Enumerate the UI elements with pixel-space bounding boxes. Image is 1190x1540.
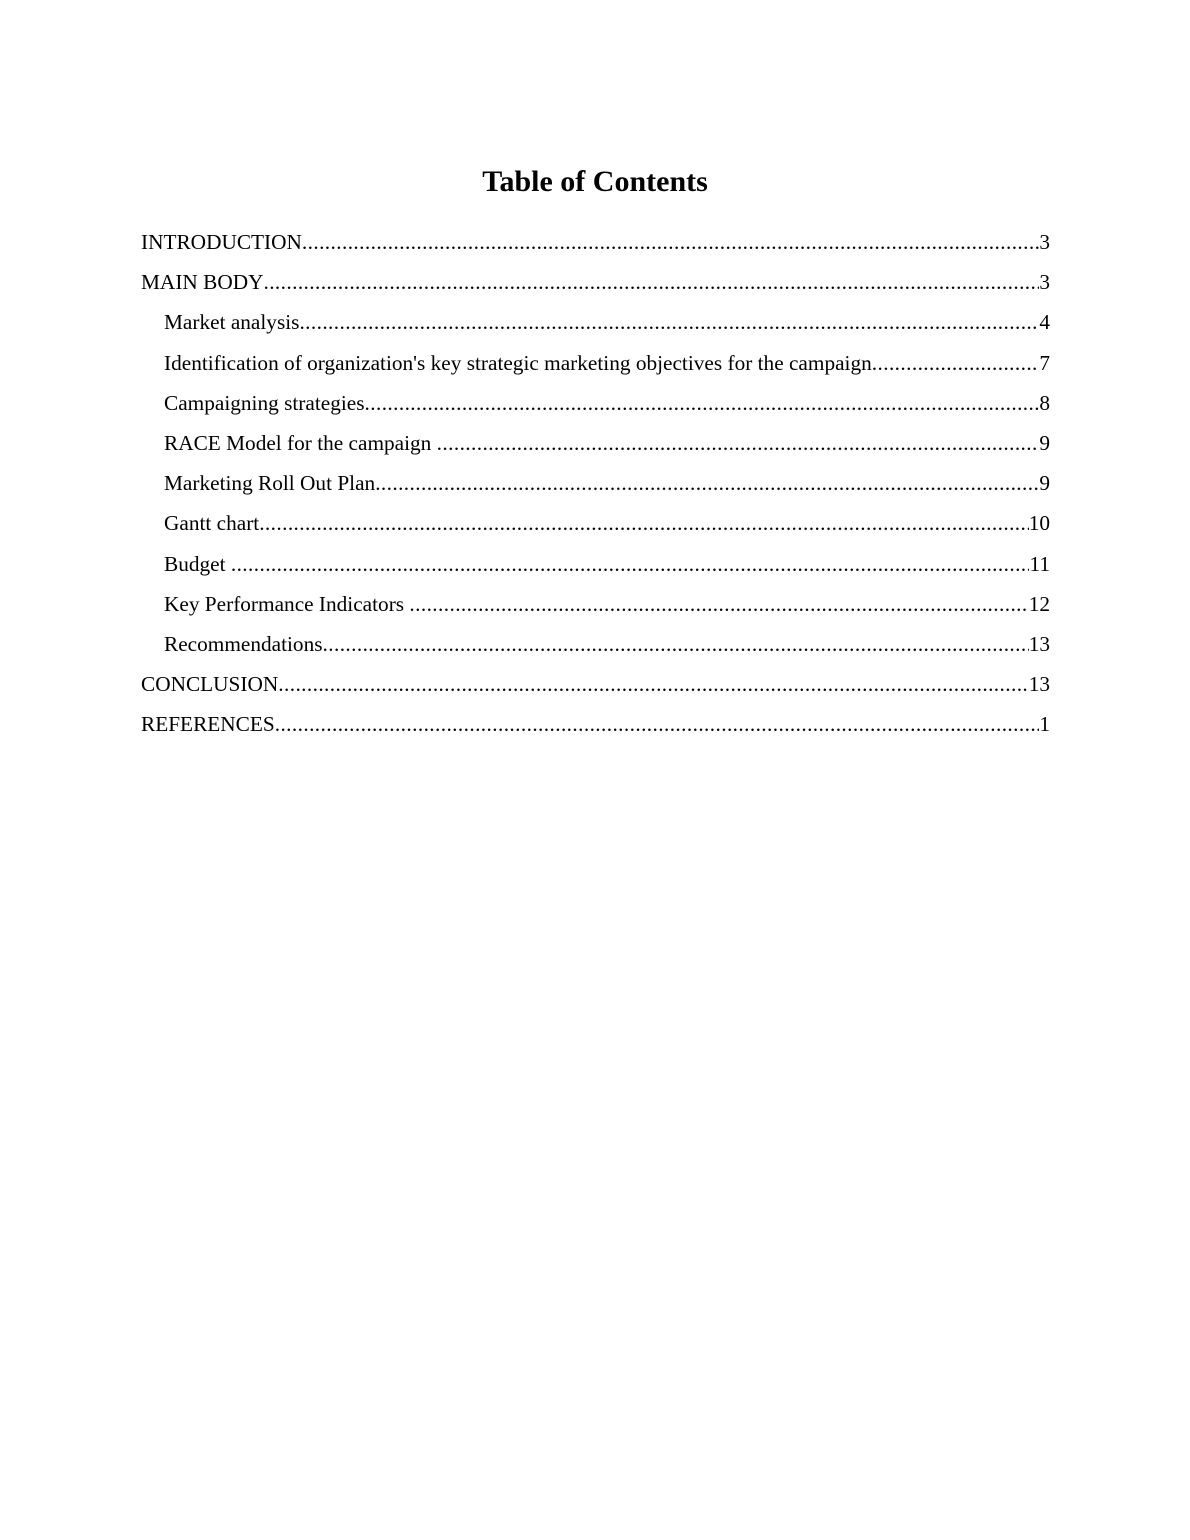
toc-entry-label: Recommendations <box>164 631 323 656</box>
toc-entry-recommendations[interactable] <box>141 627 1050 667</box>
toc-page-number: 3 <box>1039 230 1050 254</box>
toc-entry-label: Budget <box>164 551 231 576</box>
toc-entry-main-body[interactable] <box>141 265 1050 305</box>
toc-page-number: 7 <box>1039 350 1050 375</box>
toc-dot-leader <box>299 305 1039 339</box>
toc-dot-leader <box>231 547 1030 581</box>
toc-dot-leader <box>278 667 1028 701</box>
toc-entry-label: Identification of organization's key strategic marketing objectives for the campaign <box>164 350 872 375</box>
toc-entry-kpis[interactable] <box>141 587 1050 627</box>
toc-page-number: 12 <box>1028 591 1050 616</box>
toc-dot-leader <box>872 346 1040 380</box>
toc-entry-introduction[interactable] <box>141 225 1050 265</box>
toc-entry-label: CONCLUSION <box>141 672 279 697</box>
page-title: Table of Contents <box>482 165 708 198</box>
toc-entry-label: MAIN BODY <box>141 270 264 295</box>
toc-page-number: 10 <box>1028 511 1050 536</box>
toc-entry-roll-out-plan[interactable] <box>141 466 1050 506</box>
toc-dot-leader <box>259 506 1029 540</box>
toc-page-number: 3 <box>1039 270 1050 295</box>
toc-entry-strategic-objectives[interactable] <box>141 346 1050 386</box>
toc-page-number: 9 <box>1039 430 1050 455</box>
toc-entry-gantt-chart[interactable] <box>141 506 1050 546</box>
toc-dot-leader <box>302 225 1039 259</box>
toc-entry-budget[interactable] <box>141 547 1050 587</box>
toc-entry-label: Key Performance Indicators <box>164 591 410 616</box>
toc-dot-leader <box>437 426 1040 460</box>
table-of-contents <box>141 225 1050 747</box>
toc-entry-label: RACE Model for the campaign <box>164 430 437 455</box>
toc-dot-leader <box>275 707 1040 741</box>
toc-entry-label: Gantt chart <box>164 511 260 536</box>
toc-page-number: 9 <box>1039 471 1050 496</box>
toc-entry-label: Marketing Roll Out Plan <box>164 471 376 496</box>
toc-dot-leader <box>375 466 1039 500</box>
toc-entry-race-model[interactable] <box>141 426 1050 466</box>
toc-entry-campaigning-strategies[interactable] <box>141 386 1050 426</box>
toc-dot-leader <box>323 627 1029 661</box>
toc-entry-label: Campaigning strategies <box>164 390 365 415</box>
toc-dot-leader <box>263 265 1039 299</box>
toc-entry-references[interactable] <box>141 707 1050 747</box>
toc-entry-conclusion[interactable] <box>141 667 1050 707</box>
toc-entry-label: Market analysis <box>164 310 300 335</box>
toc-dot-leader <box>409 587 1028 621</box>
toc-entry-market-analysis[interactable] <box>141 305 1050 345</box>
toc-entry-label: REFERENCES <box>141 712 275 737</box>
toc-page-number: 4 <box>1039 310 1050 335</box>
toc-entry-label: INTRODUCTION <box>141 230 302 254</box>
toc-page-number: 8 <box>1039 390 1050 415</box>
toc-page-number: 13 <box>1028 672 1050 697</box>
toc-page-number: 13 <box>1028 631 1050 656</box>
toc-page-number: 11 <box>1029 551 1050 576</box>
toc-dot-leader <box>365 386 1040 420</box>
toc-page-number: 1 <box>1039 712 1050 737</box>
